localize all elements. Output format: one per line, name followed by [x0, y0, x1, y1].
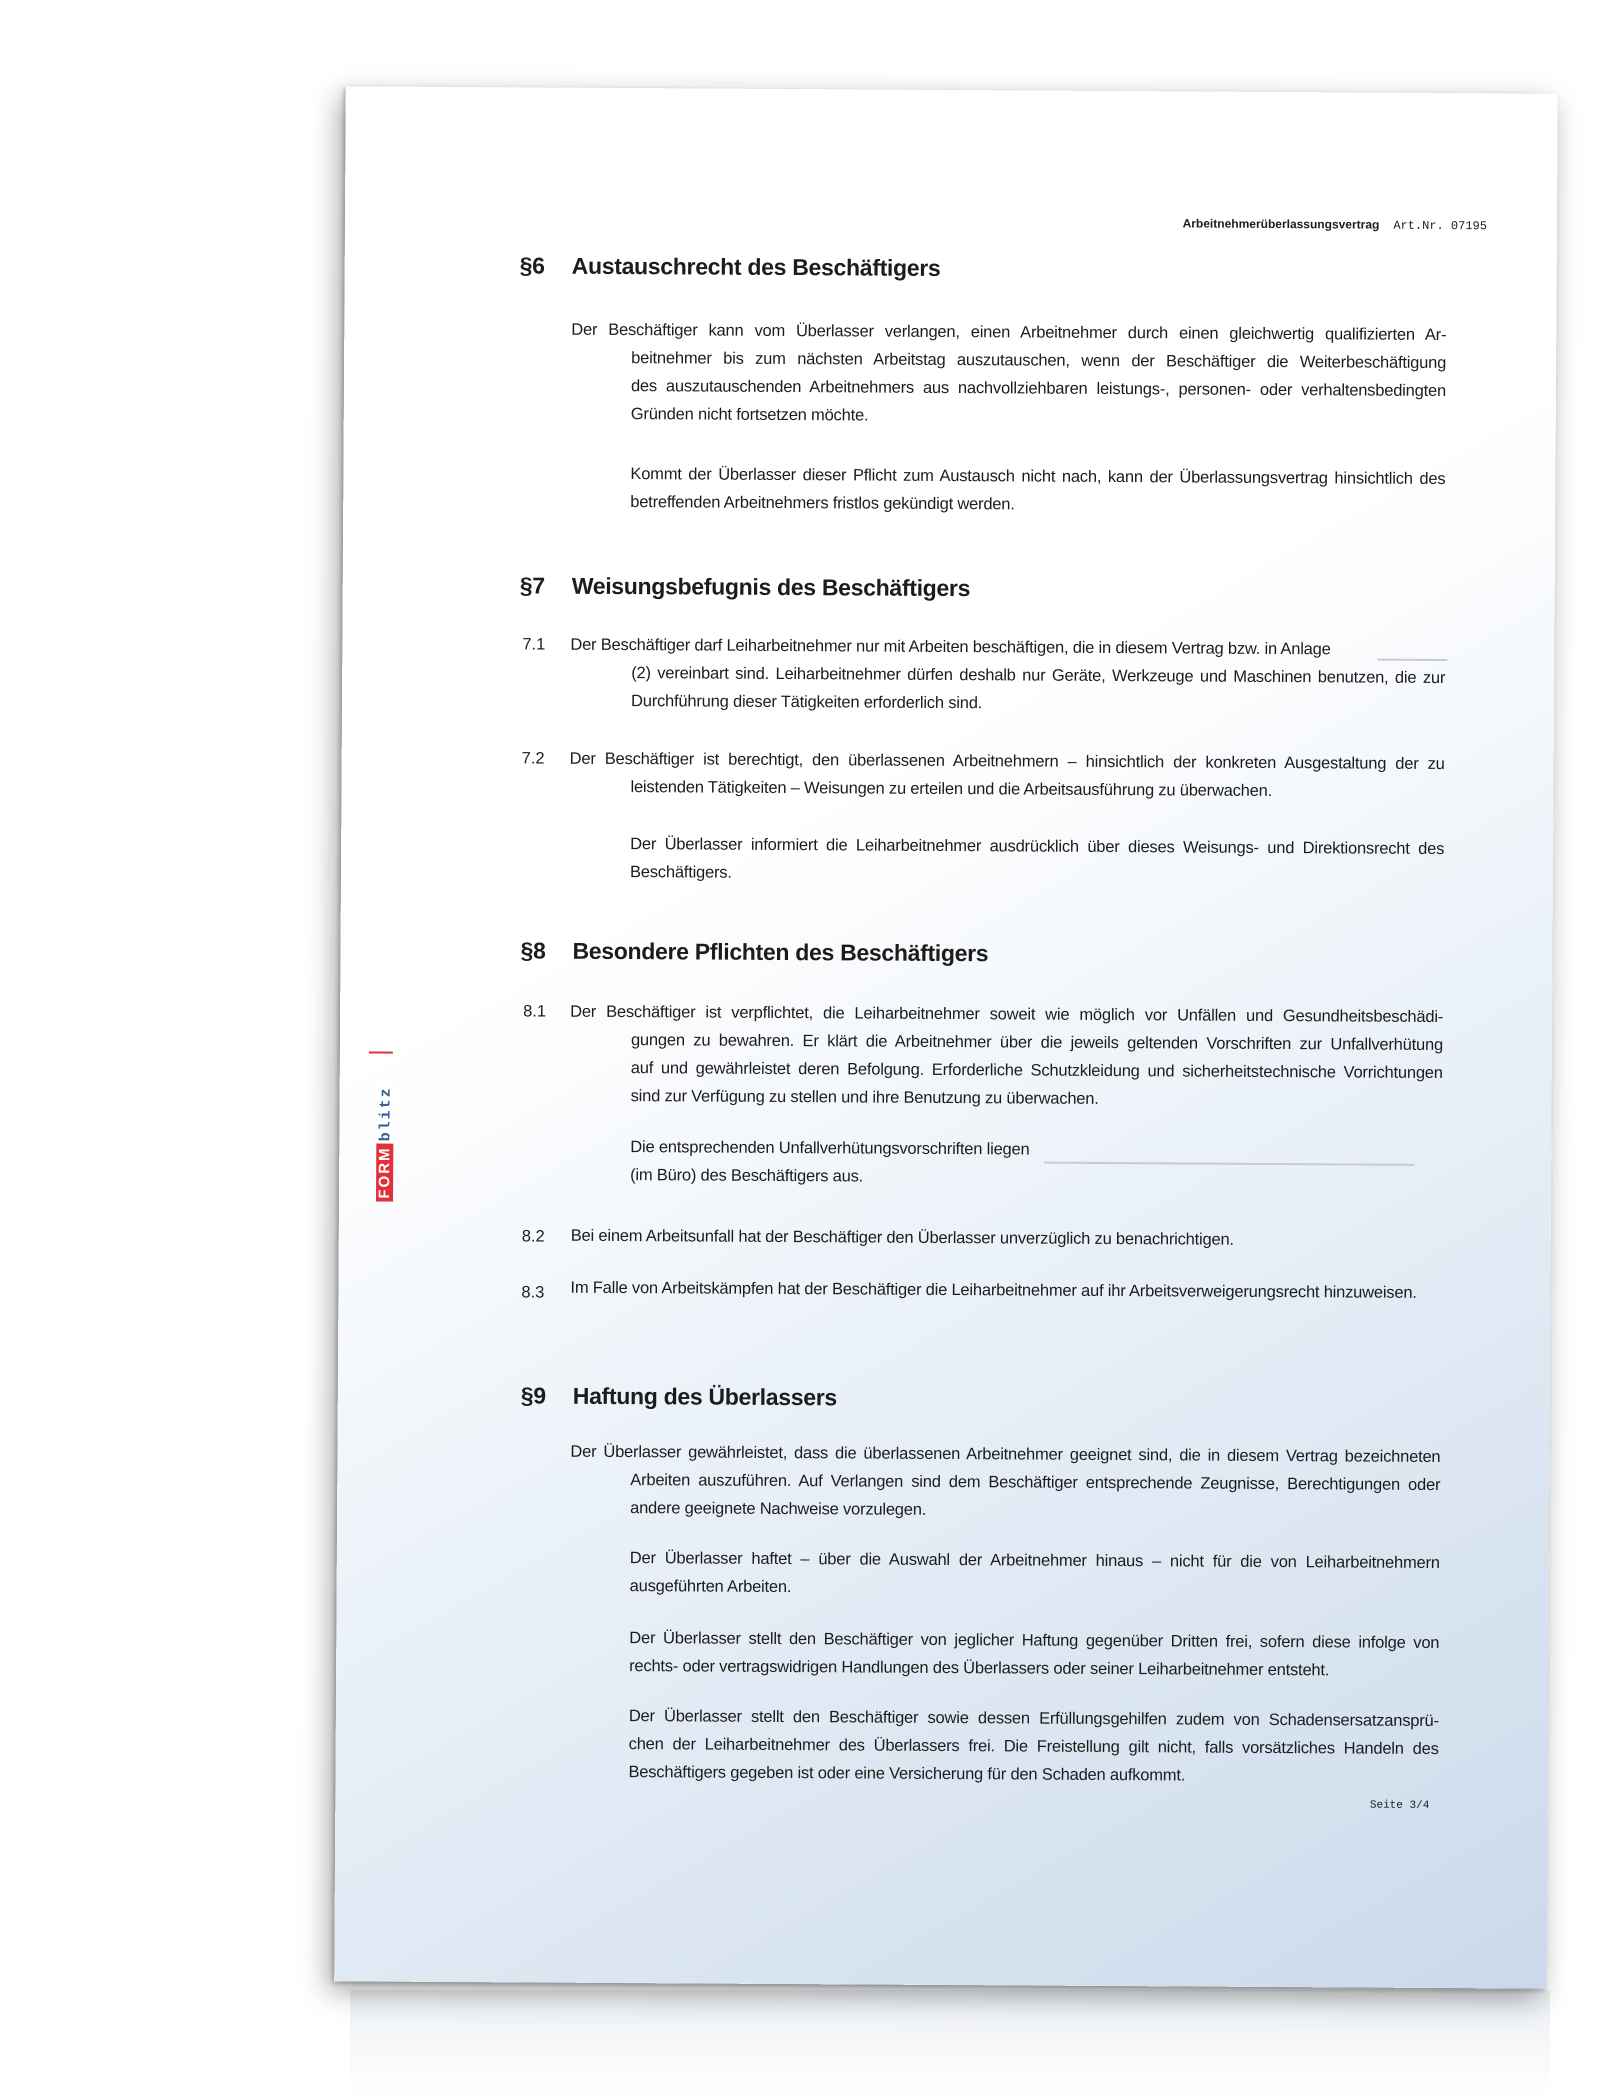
clause-8-1-para-2: Die entsprechenden Unfallverhütungsvorschriften liegen (im Büro) des Beschäftigers aus.	[630, 1133, 1442, 1194]
document-header	[1183, 216, 1487, 233]
section-9-heading: §9 Haftung des Überlassers	[520, 1382, 837, 1411]
logo-blitz: blitz	[377, 1086, 395, 1142]
clause-number: 7.2	[521, 749, 545, 768]
section-8-heading: §8 Besondere Pflichten des Beschäftigers	[520, 937, 989, 967]
section-7-heading: §7 Weisungsbefugnis des Beschäftigers	[519, 572, 971, 602]
clause-7-1: Der Beschäftiger darf Leiharbeitnehmer nur mit Arbeiten beschäftigen, die in diesem Vertrag bzw. in Anlage (2) vereinbart sind. Leiharbeitnehmer dürfen deshalb nur Geräte, Werkzeuge und Maschinen benutzen, die zur Durchführung dieser Tätigkeiten erforderlich sind.	[570, 635, 1446, 713]
anlage-blank-field[interactable]	[1377, 659, 1447, 661]
document-title: Arbeitnehmerüberlassungsvertrag	[1182, 216, 1380, 232]
section-6-para-2: Kommt der Überlasser dieser Pflicht zum Austausch nicht nach, kann der Überlassungsvertrag hinsichtlich des betreffenden Arbeitnehmers fristlos gekündigt werden.	[630, 465, 1446, 514]
section-9-para-2: Der Überlasser haftet – über die Auswahl der Arbeitnehmer hinaus – nicht für die von Leiharbeitnehmern ausgeführten Arbeiten.	[629, 1549, 1440, 1597]
article-number: Art.Nr. 07195	[1393, 218, 1488, 234]
section-9-para-4: Der Überlasser stellt den Beschäftiger sowie dessen Erfüllungsgehilfen zudem von Schadensersatzansprü- chen der Leiharbeitnehmer des Überlassers frei. Die Freistellung gilt nicht, falls vorsätzliches Handeln des Beschäftigers gegeben ist oder eine Versicherung für den Schaden aufkommt.	[628, 1707, 1439, 1785]
clause-number: 8.2	[521, 1227, 545, 1246]
page-reflection	[350, 1990, 1550, 2100]
clause-7-2: Der Beschäftiger ist berechtigt, den überlassenen Arbeitnehmern – hinsichtlich der konkreten Ausgestaltung der zu leistenden Tätigkeiten – Weisungen zu erteilen und die Arbeitsausführung zu überwachen.	[569, 749, 1445, 800]
section-9-para-3: Der Überlasser stellt den Beschäftiger von jeglicher Haftung gegenüber Dritten frei, sofern diese infolge von rechts- oder vertragswidrigen Handlungen des Überlassers oder seiner Leiharbeitnehmer entsteht.	[629, 1629, 1440, 1680]
clause-8-2: Bei einem Arbeitsunfall hat der Beschäftiger den Überlasser unverzüglich zu benachrichtigen.	[570, 1226, 1234, 1249]
clause-7-2-para-2: Der Überlasser informiert die Leiharbeitnehmer ausdrücklich über dieses Weisungs- und Direktionsrecht des Beschäftigers.	[629, 835, 1445, 882]
formblitz-logo	[374, 1052, 397, 1202]
page-number: Seite 3/4	[1369, 1799, 1430, 1812]
clause-8-1: Der Beschäftiger ist verpflichtet, die Leiharbeitnehmer soweit wie möglich vor Unfällen und Gesundheitsbeschädi- gungen zu bewahren. Er klärt die Arbeitnehmer über die jeweils geltenden Vorschriften zur Unfallverhütung auf und gewährleistet deren Befolgung. Erforderliche Schutzkleidung und sicherheitstechnische Vorrichtungen sind zur Verfügung zu stellen und ihre Benutzung zu überwachen.	[570, 1002, 1444, 1108]
section-6-heading: §6 Austauschrecht des Beschäftigers	[519, 252, 941, 281]
section-9-para-1: Der Überlasser gewährleistet, dass die überlassenen Arbeitnehmer geeignet sind, die in diesem Vertrag bezeichneten Arbeiten auszuführen. Auf Verlangen sind dem Beschäftiger entsprechende Zeugnisse, Berechtigungen oder andere geeignete Nachweise vorzulegen.	[570, 1442, 1441, 1519]
clause-number: 7.1	[522, 635, 546, 654]
logo-form: FORM	[376, 1143, 393, 1201]
clause-8-3: Im Falle von Arbeitskämpfen hat der Beschäftiger die Leiharbeitnehmer auf ihr Arbeitsverweigerungsrecht hinzuweisen.	[570, 1278, 1417, 1302]
clause-number: 8.3	[521, 1283, 545, 1302]
document-page	[334, 86, 1558, 1988]
section-6-para-1: Der Beschäftiger kann vom Überlasser verlangen, einen Arbeitnehmer durch einen gleichwertig qualifizierten Ar- beitnehmer bis zum nächsten Arbeitstag auszutauschen, wenn der Beschäftiger die Weiterbeschäftigung des auszutauschenden Arbeitnehmers aus nachvollziehbaren leistungs-, personen- oder verhaltensbedingten Gründen nicht fortsetzen möchte.	[571, 320, 1447, 425]
clause-number: 8.1	[523, 1002, 547, 1021]
